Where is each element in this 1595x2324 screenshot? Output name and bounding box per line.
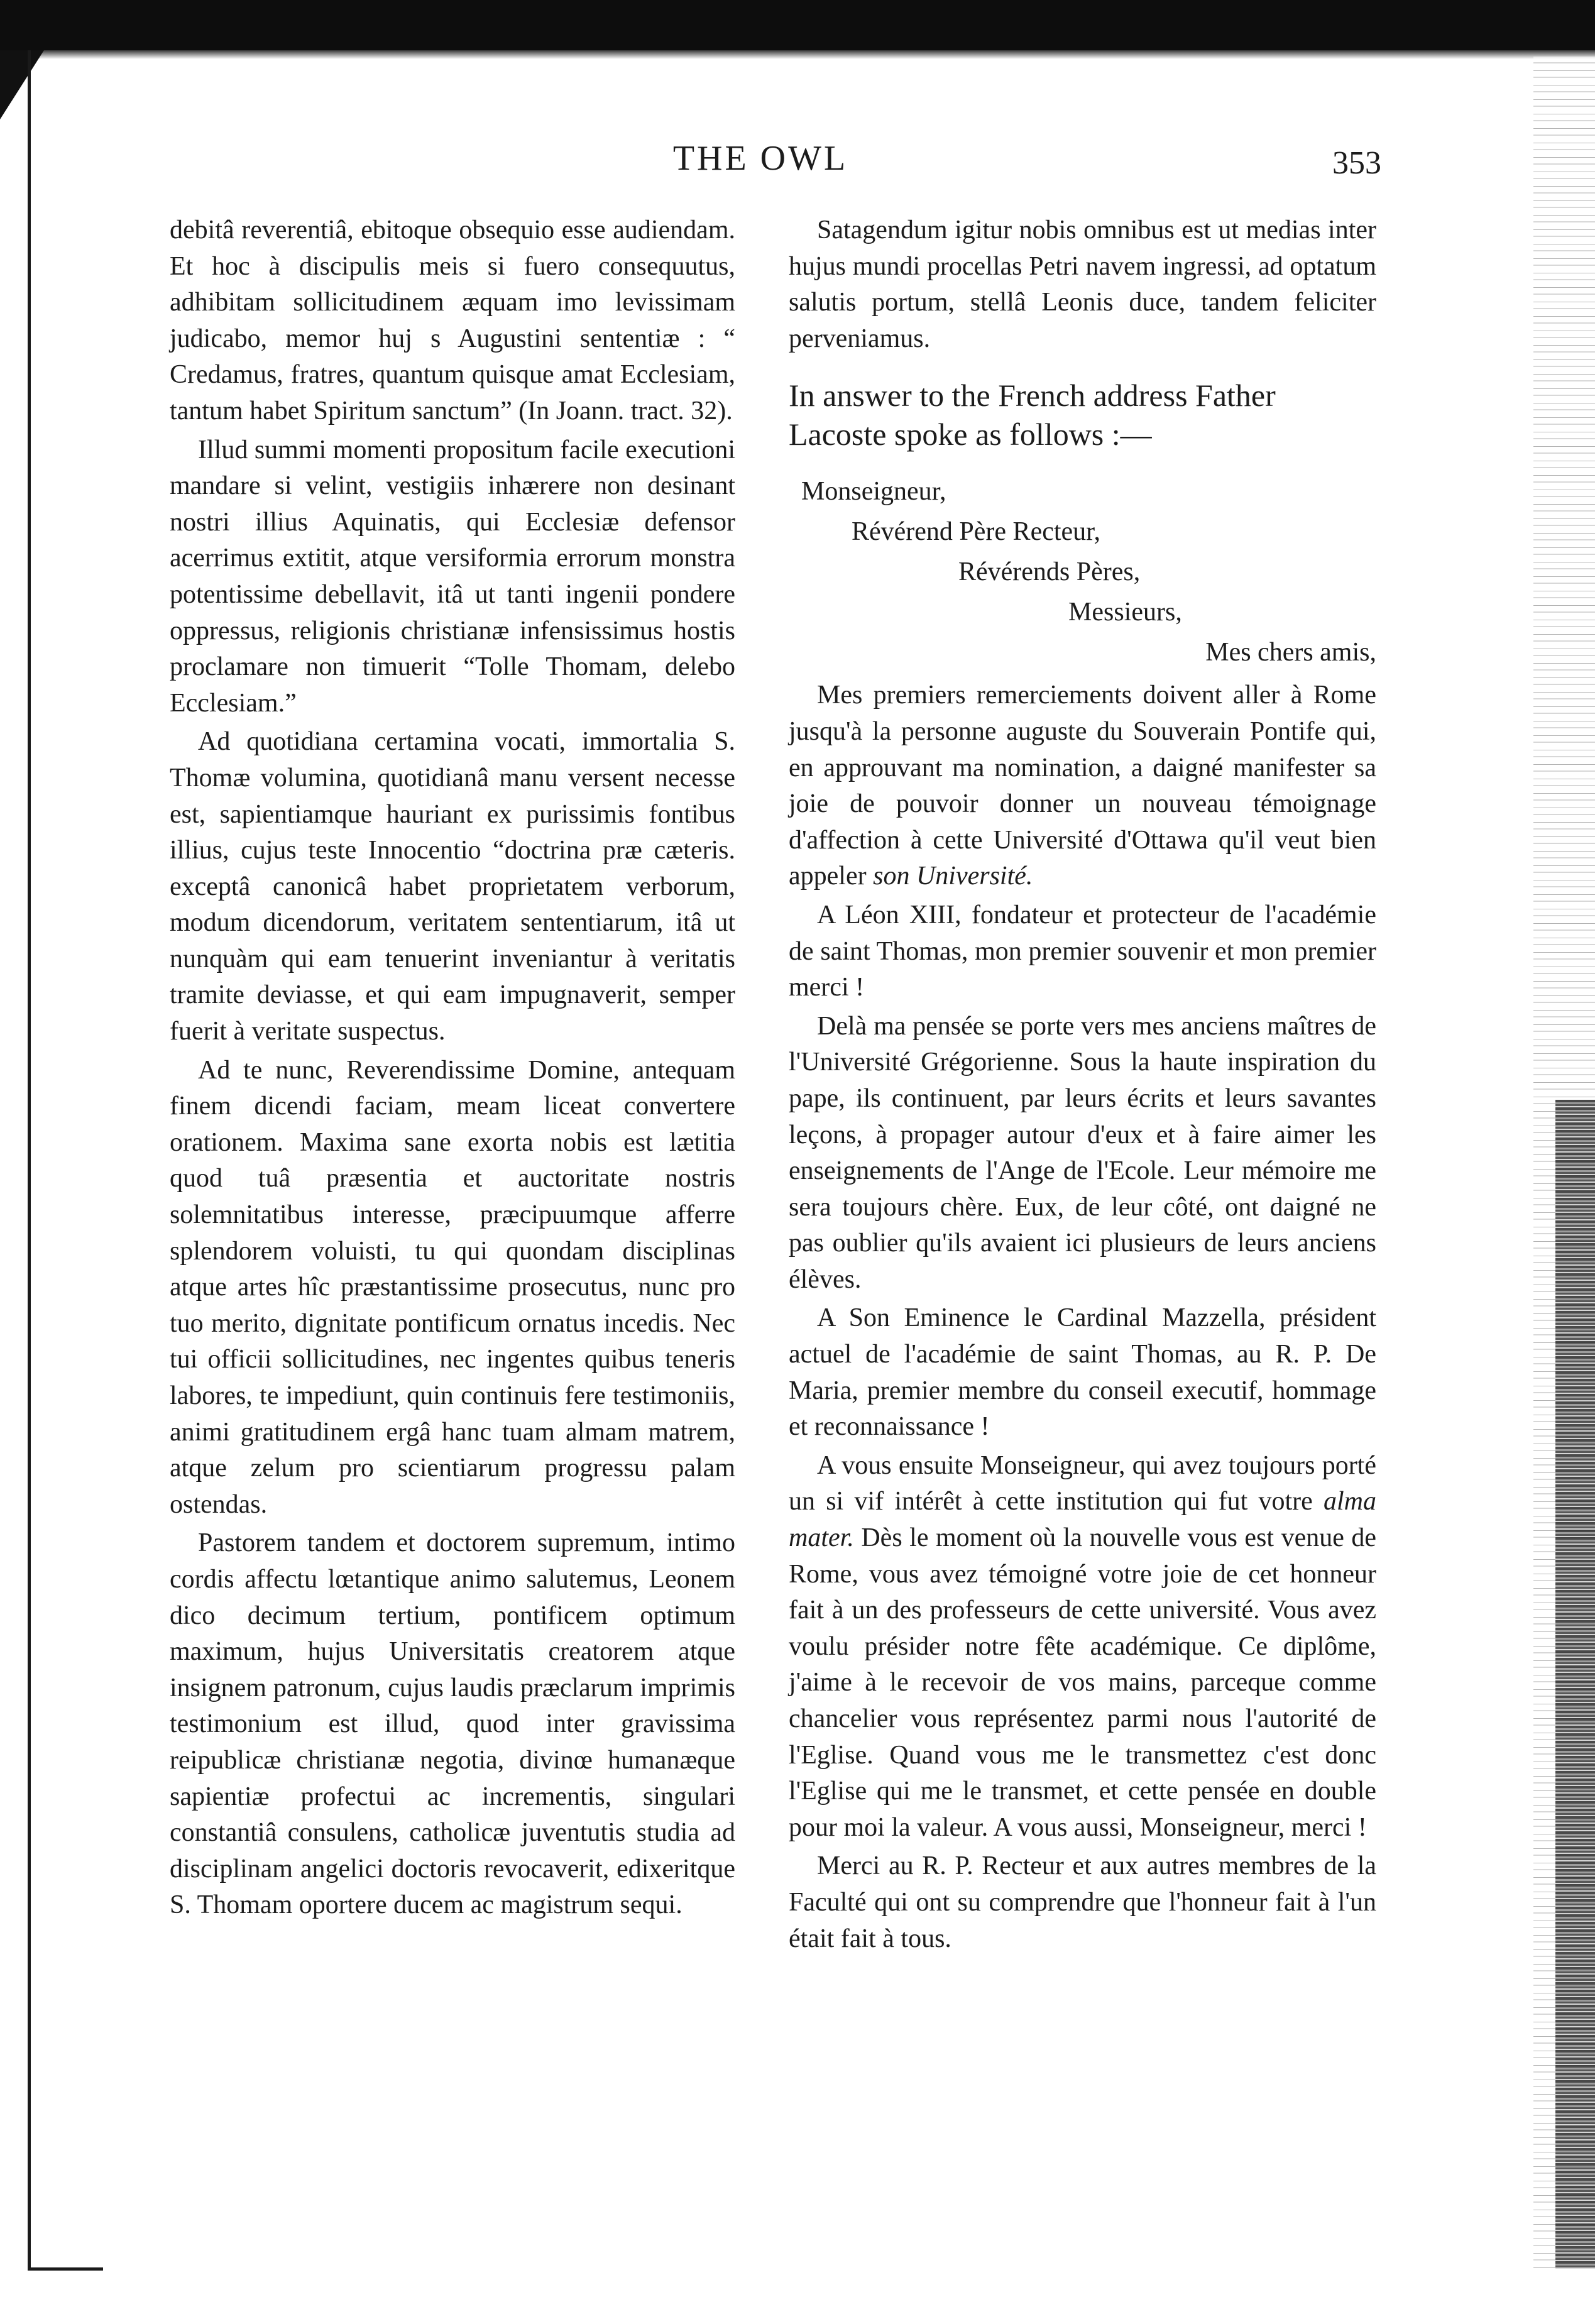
paragraph: Ad te nunc, Reverendissime Domine, antequam finem dicendi faciam, meam liceat convertere orationem. Maxima sane exorta nobis est lætitia quod tuâ præsentia et auctoritate nostris solemnitatibus interesse, præcipuumque afferre splendorem voluisti, tu qui quondam disciplinas atque artes hîc præstantissime prosecutus, nunc pro tuo merito, dignitate pontificum ornatus incedis. Nec tui officii sollicitudines, nec ingentes quibus teneris labores, te impediunt, quin continuis fere testimoniis, animi gratitudinem ergâ hanc tuam almam matrem, atque zelum pro scientiarum progressu palam ostendas. — [170, 1055, 735, 1519]
paragraph: A Léon XIII, fondateur et protecteur de l'académie de saint Thomas, mon premier souvenir et mon premier merci ! — [789, 900, 1376, 1002]
salutation-line: Mes chers amis, — [1205, 638, 1376, 667]
running-title: THE OWL — [672, 139, 848, 178]
left-column — [170, 212, 735, 1924]
paragraph: Pastorem tandem et doctorem supremum, intimo cordis affectu lœtantique animo salutemus, Leonem dico decimum tertium, pontificem optimum maximum, hujus Universitatis creatorem atque insignem patronum, cujus laudis præclarum imprimis testimonium est illud, quod inter gravissima reipublicæ christianæ negotia, divinœ humanæque sapientiæ profectui ac incrementis, singulari constantiâ consulens, catholicæ juventutis studia ad disciplinam angelici doctoris revocaverit, edixeritque S. Thomam oportere ducem ac magistrum sequi. — [170, 1528, 735, 1920]
paragraph — [789, 677, 1376, 895]
page-number: 353 — [1332, 145, 1381, 181]
section-heading: In answer to the French address Father Lacoste spoke as follows :— — [789, 378, 1276, 452]
paragraph: A Son Eminence le Cardinal Mazzella, président actuel de l'académie de saint Thomas, au R. P. De Maria, premier membre du conseil executif, hommage et reconnaissance ! — [789, 1303, 1376, 1442]
paragraph — [789, 1448, 1376, 1846]
salutation-line: Monseigneur, — [801, 477, 946, 507]
paragraph: Satagendum igitur nobis omnibus est ut medias inter hujus mundi procellas Petri navem ingressi, ad optatum salutis portum, stellâ Leonis duce, tandem feliciter perveniamus. — [789, 216, 1376, 353]
scan-top-border — [0, 0, 1595, 50]
scan-top-shadow — [0, 50, 1595, 59]
right-column — [789, 212, 1376, 1957]
italic-phrase: son Université. — [873, 862, 1033, 891]
paragraph-text: Dès le moment où la nouvelle vous est venue de Rome, vous avez témoigné votre joie de cet honneur fait à un des professeurs de cette université. Vous avez voulu présider notre fête académique. Ce diplôme, j'aime à le recevoir de vos mains, parceque comme chancelier vous représentez parmi nous l'autorité de l'Eglise. Quand vous me le transmettez c'est donc l'Eglise qui me le transmet, et cette pensée en double pour moi la valeur. A vous aussi, Monseigneur, merci ! — [789, 1523, 1376, 1842]
salutation-line: Révérends Pères, — [958, 557, 1141, 587]
paragraph-text: Mes premiers remerciements doivent aller à Rome jusqu'à la personne auguste du Souverain Pontife qui, en approuvant ma nomination, a daigné manifester sa joie de pouvoir donner un nouveau témoignage d'affection à cette Université d'Ottawa qu'il veut bien appeler — [789, 681, 1376, 891]
scan-corner-mark — [0, 50, 44, 119]
italic-phrase: alma mater. — [789, 1487, 1376, 1553]
salutation-line: Messieurs, — [1068, 598, 1182, 627]
salutation-line: Révérend Père Recteur, — [852, 517, 1100, 547]
paragraph: Delà ma pensée se porte vers mes anciens maîtres de l'Université Grégorienne. Sous la haute inspiration du pape, ils continuent, par leurs écrits et leurs savantes leçons, à propager autour d'eux et à faire aimer les enseignements de l'Ange de l'Ecole. Leur mémoire me sera toujours chère. Eux, de leur côté, ont daigné ne pas oublier qu'ils avaient ici plusieurs de leurs anciens élèves. — [789, 1011, 1376, 1294]
paragraph: Merci au R. P. Recteur et aux autres membres de la Faculté qui ont su comprendre que l'honneur fait à l'un était fait à tous. — [789, 1851, 1376, 1953]
scan-left-border — [28, 50, 31, 2269]
paragraph: Ad quotidiana certamina vocati, immortalia S. Thomæ volumina, quotidianâ manu versent necesse est, sapientiamque hauriant ex purissimis fontibus illius, cujus teste Innocentio “doctrina præ cæteris. exceptâ canonicâ habet proprietatem verborum, modum dicendorum, veritatem sententiarum, itâ ut nunquàm qui eam tenuerint inveniantur à veritatis tramite deviasse, et qui eam impugnaverit, semper fuerit à veritate suspectus. — [170, 727, 735, 1046]
paragraph-text: A vous ensuite Monseigneur, qui avez toujours porté un si vif intérêt à cette institution qui fut votre — [789, 1450, 1376, 1516]
paragraph: Illud summi momenti propositum facile executioni mandare si velint, vestigiis inhærere non desinant nostri illius Aquinatis, qui Ecclesiæ defensor acerrimus extitit, atque versiformia errorum monstra potentissime debellavit, itâ ut tanti ingenii pondere oppressus, religionis christianæ infensissimus hostis proclamare non timuerit “Tolle Thomam, delebo Ecclesiam.” — [170, 435, 736, 718]
scan-left-foot — [28, 2267, 103, 2271]
paragraph: debitâ reverentiâ, ebitoque obsequio esse audiendam. Et hoc à discipulis meis si fuero consequutus, adhibitam sollicitudinem æquam imo levissimam judicabo, memor huj s Augustini sententiæ : “ Credamus, fratres, quantum quisque amat Ecclesiam, tantum habet Spiritum sanctum” (In Joann. tract. 32). — [170, 216, 735, 425]
salutation-block — [789, 473, 1376, 671]
scan-right-edge-dark — [1555, 1100, 1595, 2269]
